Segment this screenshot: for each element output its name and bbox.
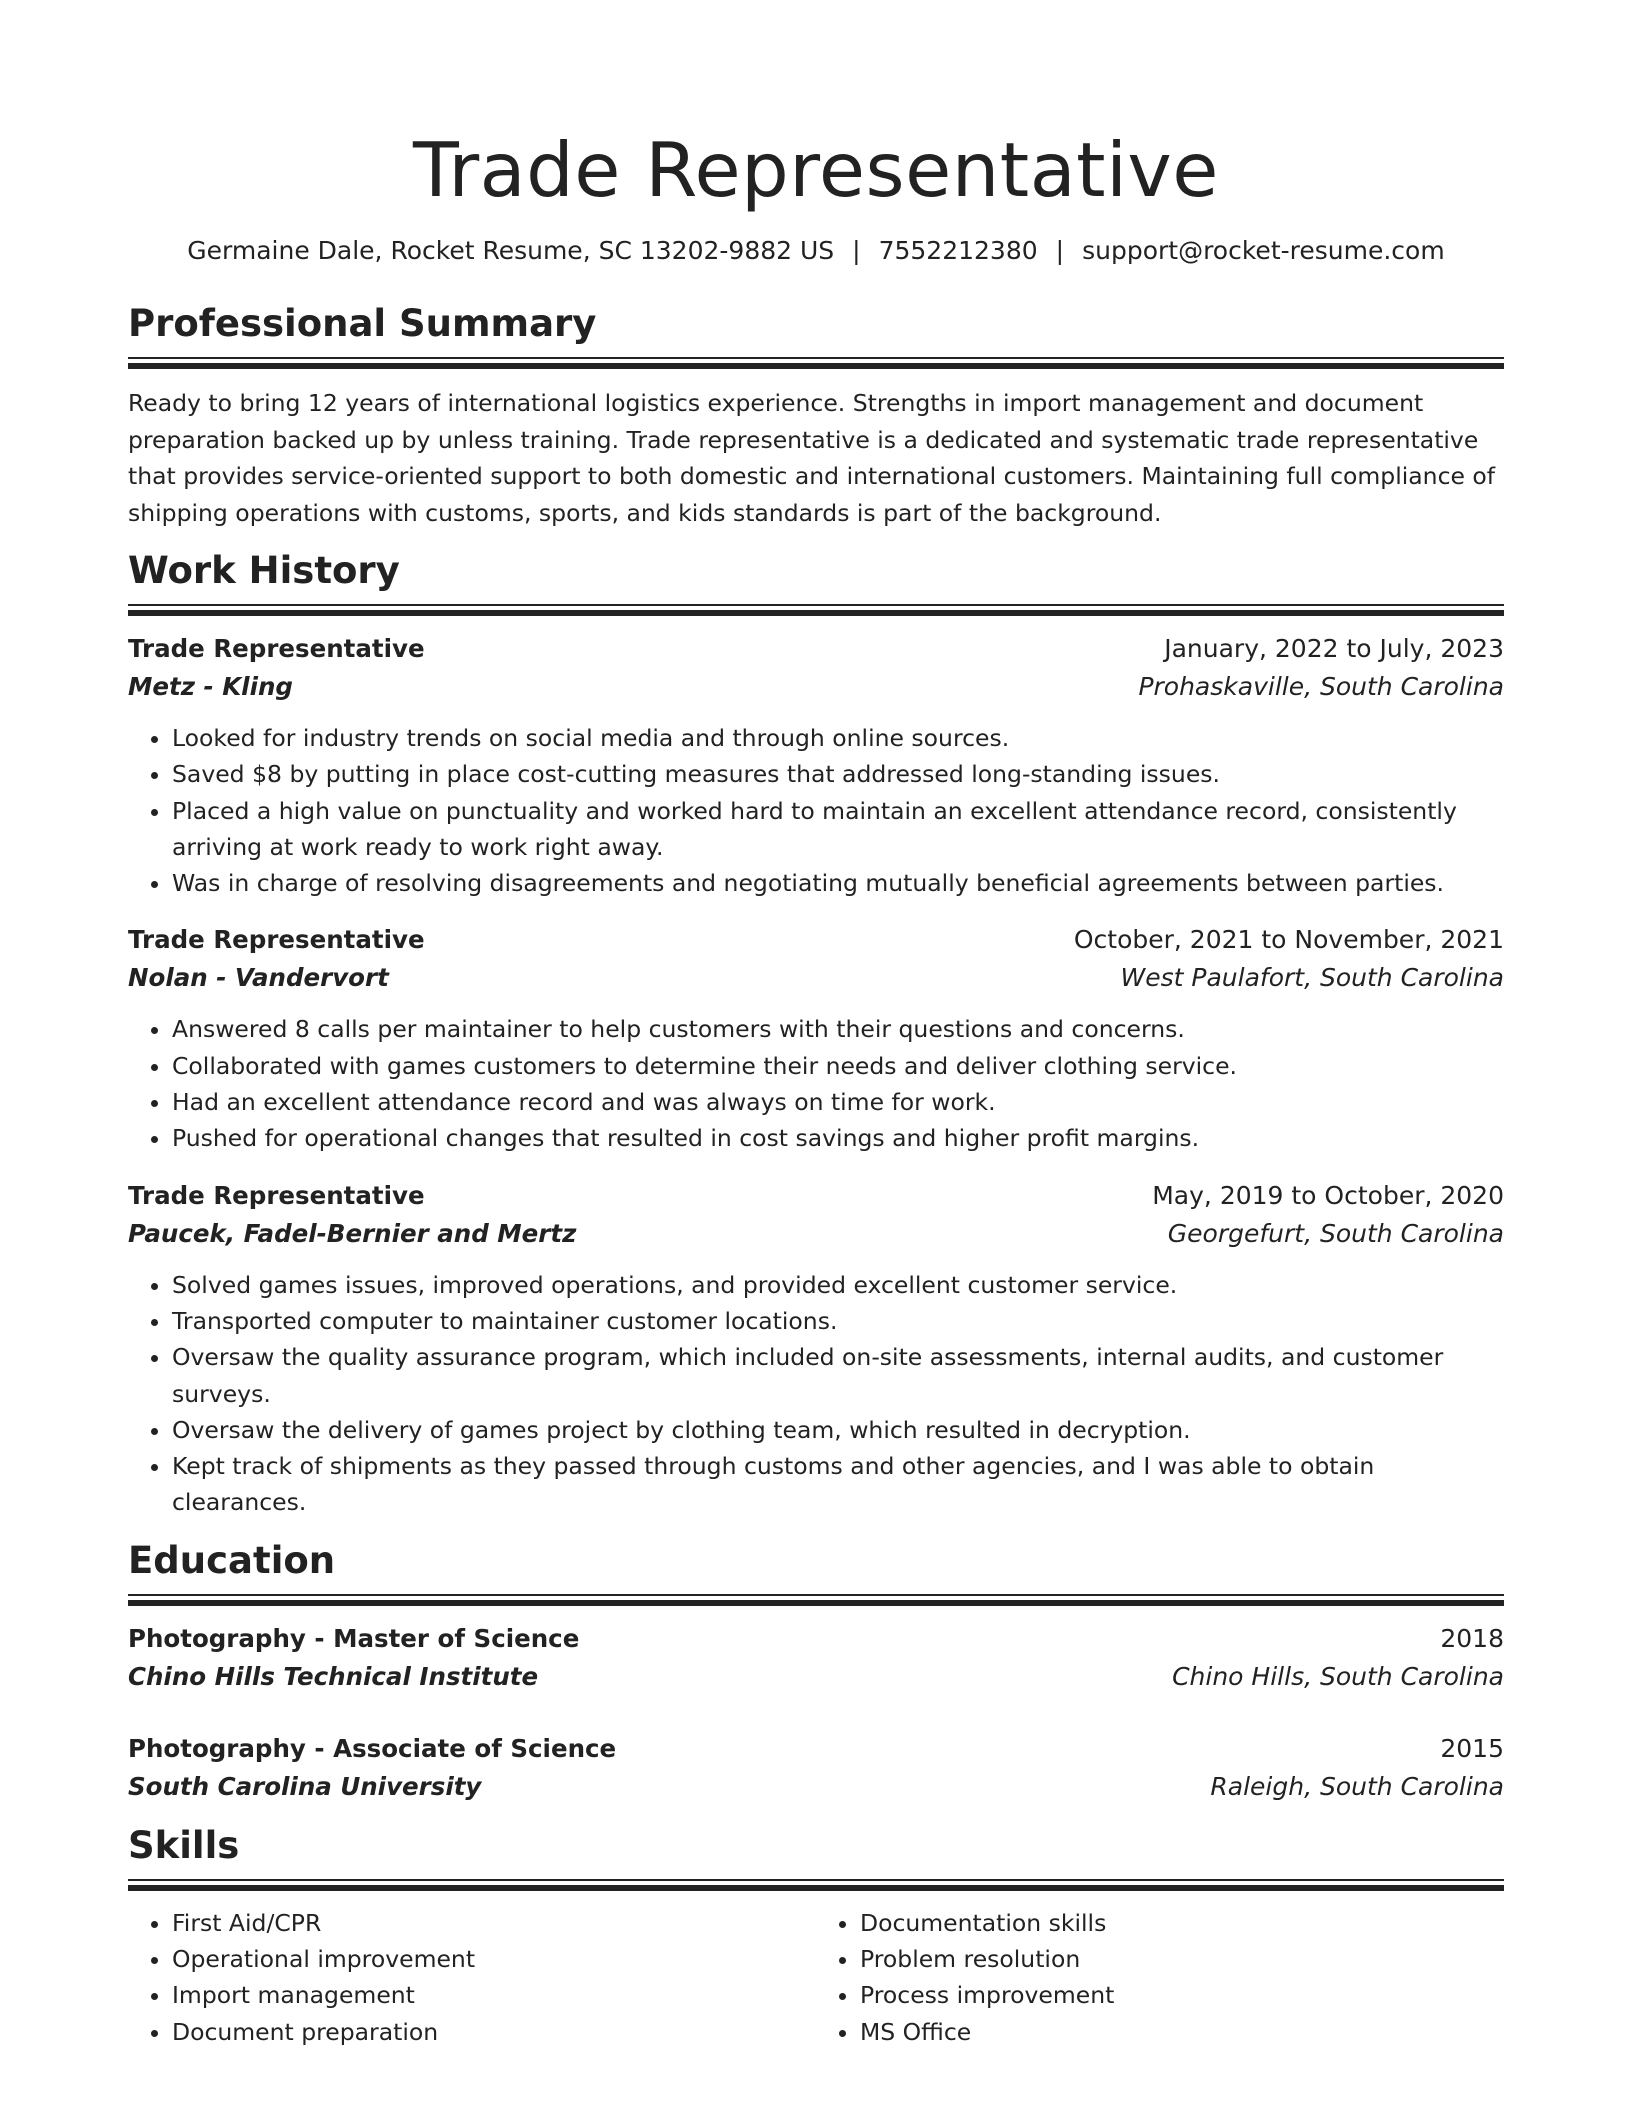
education-subheader [128, 1658, 1504, 1696]
job-entry [128, 921, 1504, 1156]
list-item: • Answered 8 calls per maintainer to help customers with their questions and concerns. [172, 1011, 1504, 1047]
list-item: • Looked for industry trends on social media and through online sources. [172, 720, 1504, 756]
education-location: Chino Hills, South Carolina [1172, 1661, 1504, 1691]
list-item: • Import management [172, 1977, 816, 2013]
list-item: • Was in charge of resolving disagreements and negotiating mutually beneficial agreements between parties. [172, 865, 1504, 901]
skills-list-left [128, 1905, 816, 2050]
list-item: • Document preparation [172, 2014, 816, 2050]
job-subheader [128, 959, 1504, 997]
job-bullets [128, 1267, 1504, 1521]
job-subheader [128, 1215, 1504, 1253]
education-location: Raleigh, South Carolina [1210, 1771, 1504, 1801]
education-entry [128, 1730, 1504, 1806]
job-title: Trade Representative [128, 925, 425, 955]
section-heading-summary: Professional Summary [128, 302, 597, 345]
job-bullets [128, 1011, 1504, 1156]
section-heading-education: Education [128, 1538, 336, 1582]
education-degree: Photography - Associate of Science [128, 1733, 617, 1763]
skills-columns [128, 1905, 1504, 2050]
section-divider [128, 604, 1504, 618]
list-item: • Process improvement [860, 1977, 1504, 2013]
resume-page [128, 0, 1504, 2050]
job-dates: January, 2022 to July, 2023 [1164, 634, 1504, 663]
education-school: South Carolina University [128, 1771, 482, 1801]
skills-list-right [816, 1905, 1504, 2050]
job-dates: May, 2019 to October, 2020 [1152, 1180, 1504, 1210]
job-entry [128, 1177, 1504, 1521]
job-dates: October, 2021 to November, 2021 [1073, 925, 1504, 955]
education-year: 2018 [1440, 1623, 1504, 1653]
job-entry [128, 630, 1504, 901]
job-subheader [128, 668, 1504, 706]
job-location: West Paulafort, South Carolina [1120, 963, 1504, 993]
list-item: • Had an excellent attendance record and was always on time for work. [172, 1084, 1504, 1120]
job-header [128, 1177, 1504, 1215]
contact-separator: | [852, 236, 861, 265]
list-item: • First Aid/CPR [172, 1905, 816, 1941]
section-divider [128, 1879, 1504, 1893]
list-item: • Oversaw the delivery of games project by clothing team, which resulted in decryption. [172, 1412, 1504, 1448]
list-item: • Solved games issues, improved operations, and provided excellent customer service. [172, 1267, 1504, 1303]
contact-email: support@rocket-resume.com [1082, 236, 1445, 265]
job-location: Prohaskaville, South Carolina [1138, 672, 1504, 701]
education-header [128, 1730, 1504, 1768]
section-divider [128, 1594, 1504, 1608]
contact-line [128, 234, 1504, 268]
list-item: • Documentation skills [860, 1905, 1504, 1941]
job-company: Nolan - Vandervort [128, 963, 389, 993]
work-history-section [128, 547, 1504, 1521]
education-school: Chino Hills Technical Institute [128, 1661, 539, 1691]
list-item: • Collaborated with games customers to determine their needs and deliver clothing service. [172, 1048, 1504, 1084]
list-item: • MS Office [860, 2014, 1504, 2050]
job-company: Paucek, Fadel-Bernier and Mertz [128, 1218, 577, 1248]
job-location: Georgefurt, South Carolina [1167, 1218, 1504, 1248]
contact-address: Germaine Dale, Rocket Resume, SC 13202-9882 US [187, 236, 835, 265]
contact-separator: | [1055, 236, 1065, 265]
list-item: • Transported computer to maintainer customer locations. [172, 1303, 1504, 1339]
job-bullets [128, 720, 1504, 901]
education-header [128, 1620, 1504, 1658]
education-entry [128, 1620, 1504, 1696]
list-item: • Placed a high value on punctuality and worked hard to maintain an excellent attendance record, consistently arriving at work ready to work right away. [172, 793, 1504, 866]
list-item: • Oversaw the quality assurance program, which included on-site assessments, internal audits, and customer surveys. [172, 1339, 1504, 1412]
contact-phone: 7552212380 [878, 236, 1038, 265]
summary-section [128, 300, 1504, 531]
education-degree: Photography - Master of Science [128, 1623, 580, 1653]
education-year: 2015 [1440, 1733, 1504, 1763]
resume-title: Trade Representative [413, 126, 1219, 214]
list-item: • Pushed for operational changes that resulted in cost savings and higher profit margins. [172, 1120, 1504, 1156]
job-header [128, 921, 1504, 959]
section-heading-skills: Skills [128, 1823, 240, 1867]
skills-section [128, 1822, 1504, 2050]
job-title: Trade Representative [128, 634, 425, 663]
section-heading-work-history: Work History [128, 549, 400, 592]
job-title: Trade Representative [128, 1180, 425, 1210]
list-item: • Problem resolution [860, 1941, 1504, 1977]
education-section [128, 1537, 1504, 1806]
summary-text: Ready to bring 12 years of international logistics experience. Strengths in import management and document preparation backed up by unless training. Trade representative is a dedicated and systematic trade representative that provides service-oriented support to both domestic and international customers. Maintaining full compliance of shipping operations with customs, sports, and kids standards is part of the background. [128, 389, 1496, 527]
list-item: • Operational improvement [172, 1941, 816, 1977]
list-item: • Saved $8 by putting in place cost-cutting measures that addressed long-standing issues. [172, 756, 1504, 792]
list-item: • Kept track of shipments as they passed through customs and other agencies, and I was able to obtain clearances. [172, 1448, 1504, 1521]
job-header [128, 630, 1504, 668]
job-company: Metz - Kling [128, 672, 293, 701]
education-subheader [128, 1768, 1504, 1806]
section-divider [128, 357, 1504, 371]
